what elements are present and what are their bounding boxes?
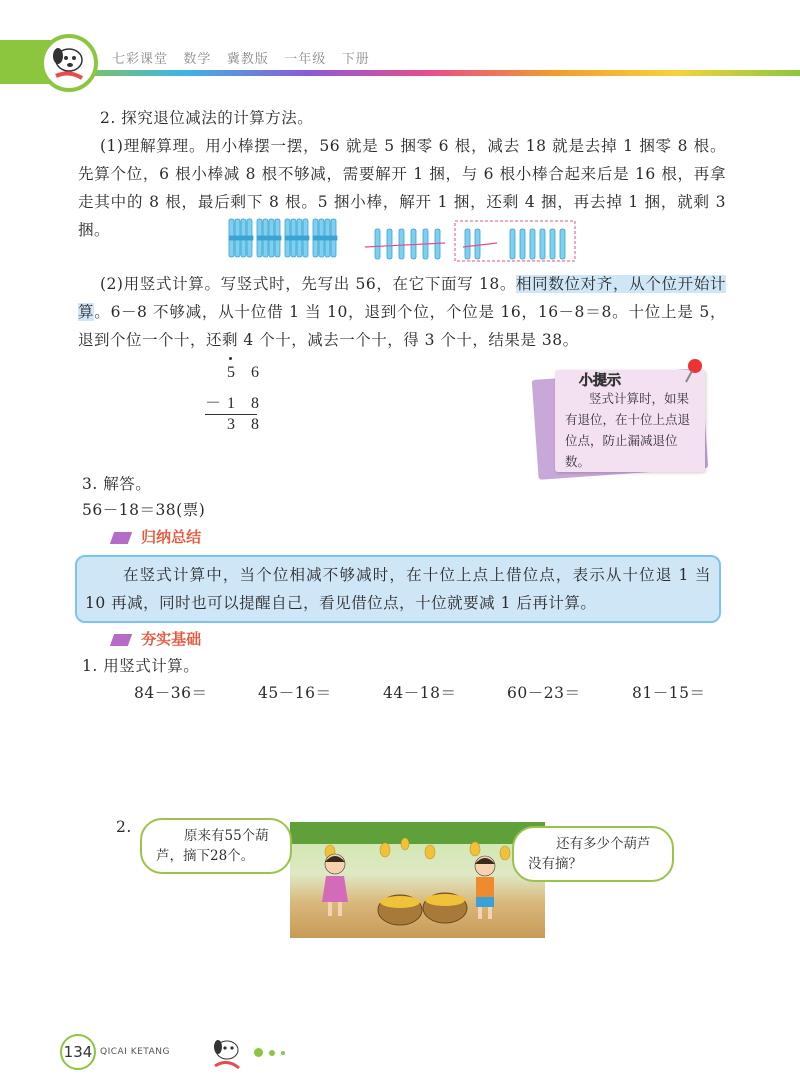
summary-box [75, 555, 721, 623]
bundles-group [229, 219, 337, 257]
footer-mascot-icon [205, 1034, 249, 1078]
header-volume: 下册 [341, 52, 370, 67]
stick-bundles-illustration [225, 215, 585, 263]
section2-p2 [78, 270, 726, 354]
vertical-row3: 3 8 [227, 416, 265, 433]
loose-sticks-group [375, 229, 565, 259]
girl-figure [322, 854, 348, 916]
header-grade: 一年级 [284, 52, 327, 67]
basics-expr-4: 60－23＝ [507, 684, 581, 702]
dog-mascot-icon [44, 38, 94, 88]
pencil-icon [110, 532, 132, 544]
speech-bubble-right: 还有多少个葫芦没有摘？ [512, 826, 674, 882]
section3-answer: 56－18＝38(票) [82, 501, 206, 519]
pencil-icon [110, 634, 132, 646]
basics-q2: 2. [116, 818, 132, 836]
basics-title-row [112, 628, 201, 649]
vertical-row1: 5 6 [227, 364, 265, 381]
section3-heading: 3. 解答。 [82, 475, 152, 493]
basics-expr-1: 84－36＝ [134, 684, 208, 702]
basics-q1: 1. 用竖式计算。 [82, 657, 200, 675]
tip-card [535, 368, 715, 476]
footer-dot-1 [254, 1048, 263, 1057]
gourd-scene-illustration [290, 822, 545, 938]
basket-left [378, 895, 422, 925]
header-series: 七彩课堂 [112, 52, 169, 67]
section2-heading: 2. 探究退位减法的计算方法。 [100, 109, 314, 127]
header-subject: 数学 [183, 52, 212, 67]
summary-title-row [112, 526, 201, 547]
basics-expr-3: 44－18＝ [383, 684, 457, 702]
summary-title: 归纳总结 [141, 528, 202, 546]
basics-title: 夯实基础 [141, 630, 202, 648]
basics-expr-2: 45－16＝ [258, 684, 332, 702]
footer-dot-3 [281, 1051, 285, 1055]
mascot-circle [40, 34, 98, 92]
basket-right [423, 893, 467, 923]
summary-body: 在竖式计算中，当个位相减不够减时，在十位上点上借位点，表示从十位退 1 当 10 再减，同时也可以提醒自己，看见借位点，十位就要减 1 后再计算。 [85, 566, 711, 612]
pushpin-icon [683, 358, 705, 388]
vertical-row2: －1 8 [205, 395, 266, 412]
header-bar [0, 40, 800, 90]
header-rainbow-line [60, 70, 800, 76]
section2-p2-b: 。6－8 不够减，从十位借 1 当 10，退到个位，个位是 16，16－8＝8。十位上是 5，退到个位一个十，还剩 4 个十，减去一个十，得 3 个十，结果是 38。 [78, 303, 726, 349]
section2-p2-highlight: 相同数位对齐，从个位开始计算 [78, 275, 726, 321]
footer-brand: QICAI KETANG [100, 1047, 170, 1057]
header-title [112, 48, 370, 67]
footer [60, 1034, 360, 1074]
speech-bubble-left: 原来有55个葫芦，摘下28个。 [140, 818, 292, 874]
section2-p1: (1)理解算理。用小棒摆一摆，56 就是 5 捆零 6 根，减去 18 就是去掉 1 捆零 8 根。先算个位，6 根小棒减 8 根不够减，需要解开 1 捆，与 6 根小棒合起来后是 16 根，再拿走其中的 8 根，最后剩下 8 根。5 捆小棒，解开 1 捆，还剩 4 捆，再去掉 1 捆，就剩 3 捆。 [78, 137, 726, 239]
header-edition: 冀教版 [226, 52, 269, 67]
boy-figure [475, 856, 495, 919]
section2-p2-a: (2)用竖式计算。写竖式时，先写出 56，在它下面写 18。 [100, 275, 517, 293]
footer-dot-2 [269, 1050, 275, 1056]
vertical-line [205, 414, 257, 415]
gourd-scene-svg [290, 822, 545, 938]
basics-expr-5: 81－15＝ [632, 684, 706, 702]
borrow-dot [229, 357, 232, 360]
tip-title: 小提示 [579, 373, 621, 389]
tip-body: 竖式计算时，如果有退位，在十位上点退位点，防止漏减退位数。 [565, 391, 691, 469]
page-number: 134 [60, 1034, 96, 1070]
